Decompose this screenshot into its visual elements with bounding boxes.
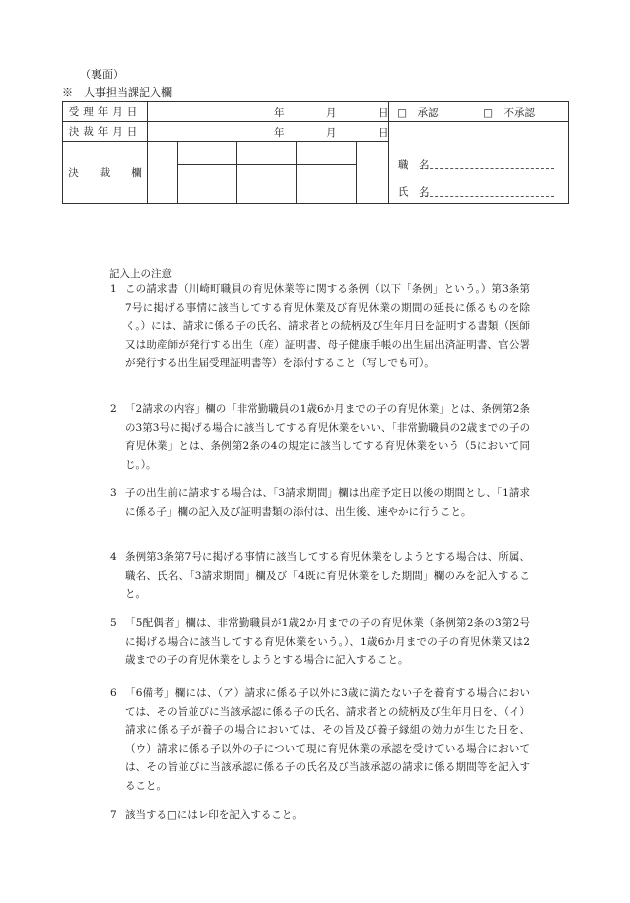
note-item-4 <box>110 548 530 604</box>
title-label: 職 名 <box>398 159 430 171</box>
name-underline[interactable] <box>420 196 554 197</box>
note-number: 4 <box>110 551 117 563</box>
back-side-label: （裏面） <box>80 68 124 81</box>
notes-title: 記入上の注意 <box>109 268 172 280</box>
approve-checkbox[interactable]: □ 承認 <box>397 107 439 119</box>
decision-seal-box-3[interactable] <box>237 142 297 165</box>
approval-choice-cell <box>389 102 569 122</box>
note-item-5 <box>110 614 530 670</box>
decision-seal-box-2[interactable] <box>178 142 237 165</box>
disapprove-checkbox[interactable]: □ 不承認 <box>483 107 535 119</box>
decision-day-unit: 日 <box>378 127 389 139</box>
note-item-7 <box>110 806 530 825</box>
received-day-unit: 日 <box>378 107 389 119</box>
note-item-6 <box>110 684 530 795</box>
note-number: 6 <box>110 687 117 699</box>
decision-month-unit: 月 <box>326 127 337 139</box>
note-number: 2 <box>110 403 117 415</box>
title-underline[interactable] <box>420 168 554 169</box>
decision-seal-box-1[interactable] <box>148 142 178 204</box>
note-text: 該当する□にはレ印を記入すること。 <box>125 809 303 821</box>
hr-record-table <box>62 101 569 204</box>
decision-year-unit: 年 <box>274 127 285 139</box>
decision-field-label: 決 裁 欄 <box>63 142 148 204</box>
note-item-3 <box>110 484 530 521</box>
note-number: 7 <box>110 809 117 821</box>
section-title: ※ 人事担当課記入欄 <box>62 86 172 99</box>
decision-seal-box-7[interactable] <box>237 165 297 204</box>
received-date-label: 受理年月日 <box>63 102 148 122</box>
note-number: 3 <box>110 487 117 499</box>
note-item-1 <box>110 280 530 373</box>
note-number: 1 <box>110 283 117 295</box>
received-date-field[interactable] <box>148 102 389 122</box>
decision-seal-box-6[interactable] <box>178 165 237 204</box>
note-item-2 <box>110 400 530 474</box>
decision-date-label: 決裁年月日 <box>63 122 148 142</box>
decision-seal-box-5[interactable] <box>357 142 389 204</box>
note-text: 子の出生前に請求する場合は、「3請求期間」欄は出産予定日以後の期間とし、「1請求に係る子」欄の記入及び証明書類の添付は、出生後、速やかに行うこと。 <box>125 487 530 518</box>
decision-seal-box-4[interactable] <box>297 142 357 165</box>
note-text: この請求書（川崎町職員の育児休業等に関する条例（以下「条例」という。）第3条第7号に掲げる事情に該当してする育児休業及び育児休業の期間の延長に係るものを除く。）には、請求に係る子の氏名、請求者との続柄及び生年月日を証明する書類（医師又は助産師が発行する出生（産）証明書、母子健康手帳の出生届出済証明書、官公署が発行する出生届受理証明書等）を添付すること（写しでも可）。 <box>125 283 530 369</box>
note-number: 5 <box>110 617 117 629</box>
received-month-unit: 月 <box>326 107 337 119</box>
note-text: 「2請求の内容」欄の「非常勤職員の1歳6か月までの子の育児休業」とは、条例第2条の3第3号に掲げる場合に該当してする育児休業をいい、「非常勤職員の2歳までの子の育児休業」とは、条例第2条の4の規定に該当してする育児休業をいう（5において同じ。）。 <box>125 403 530 471</box>
received-year-unit: 年 <box>274 107 285 119</box>
decision-date-field[interactable] <box>148 122 389 142</box>
note-text: 「6備考」欄には、（ア）請求に係る子以外に3歳に満たない子を養育する場合においては、その旨並びに当該承認に係る子の氏名、請求者との続柄及び生年月日を、（イ）請求に係る子が養子の場合においては、その旨及び養子縁組の効力が生じた日を、（ウ）請求に係る子以外の子について現に育児休業の承認を受けている場合においては、その旨並びに当該承認に係る子の氏名及び当該承認の請求に係る期間等を記入すること。 <box>125 687 530 792</box>
note-text: 条例第3条第7号に掲げる事情に該当してする育児休業をしようとする場合は、所属、職名、氏名、「3請求期間」欄及び「4既に育児休業をした期間」欄のみを記入すること。 <box>125 551 530 600</box>
note-text: 「5配偶者」欄は、非常勤職員が1歳2か月までの子の育児休業（条例第2条の3第2号に掲げる場合に該当してする育児休業をいう。）、1歳6か月までの子の育児休業又は2歳までの子の育児休業をしようとする場合に記入すること。 <box>125 617 530 666</box>
decision-seal-box-8[interactable] <box>297 165 357 204</box>
name-label: 氏 名 <box>398 186 430 198</box>
